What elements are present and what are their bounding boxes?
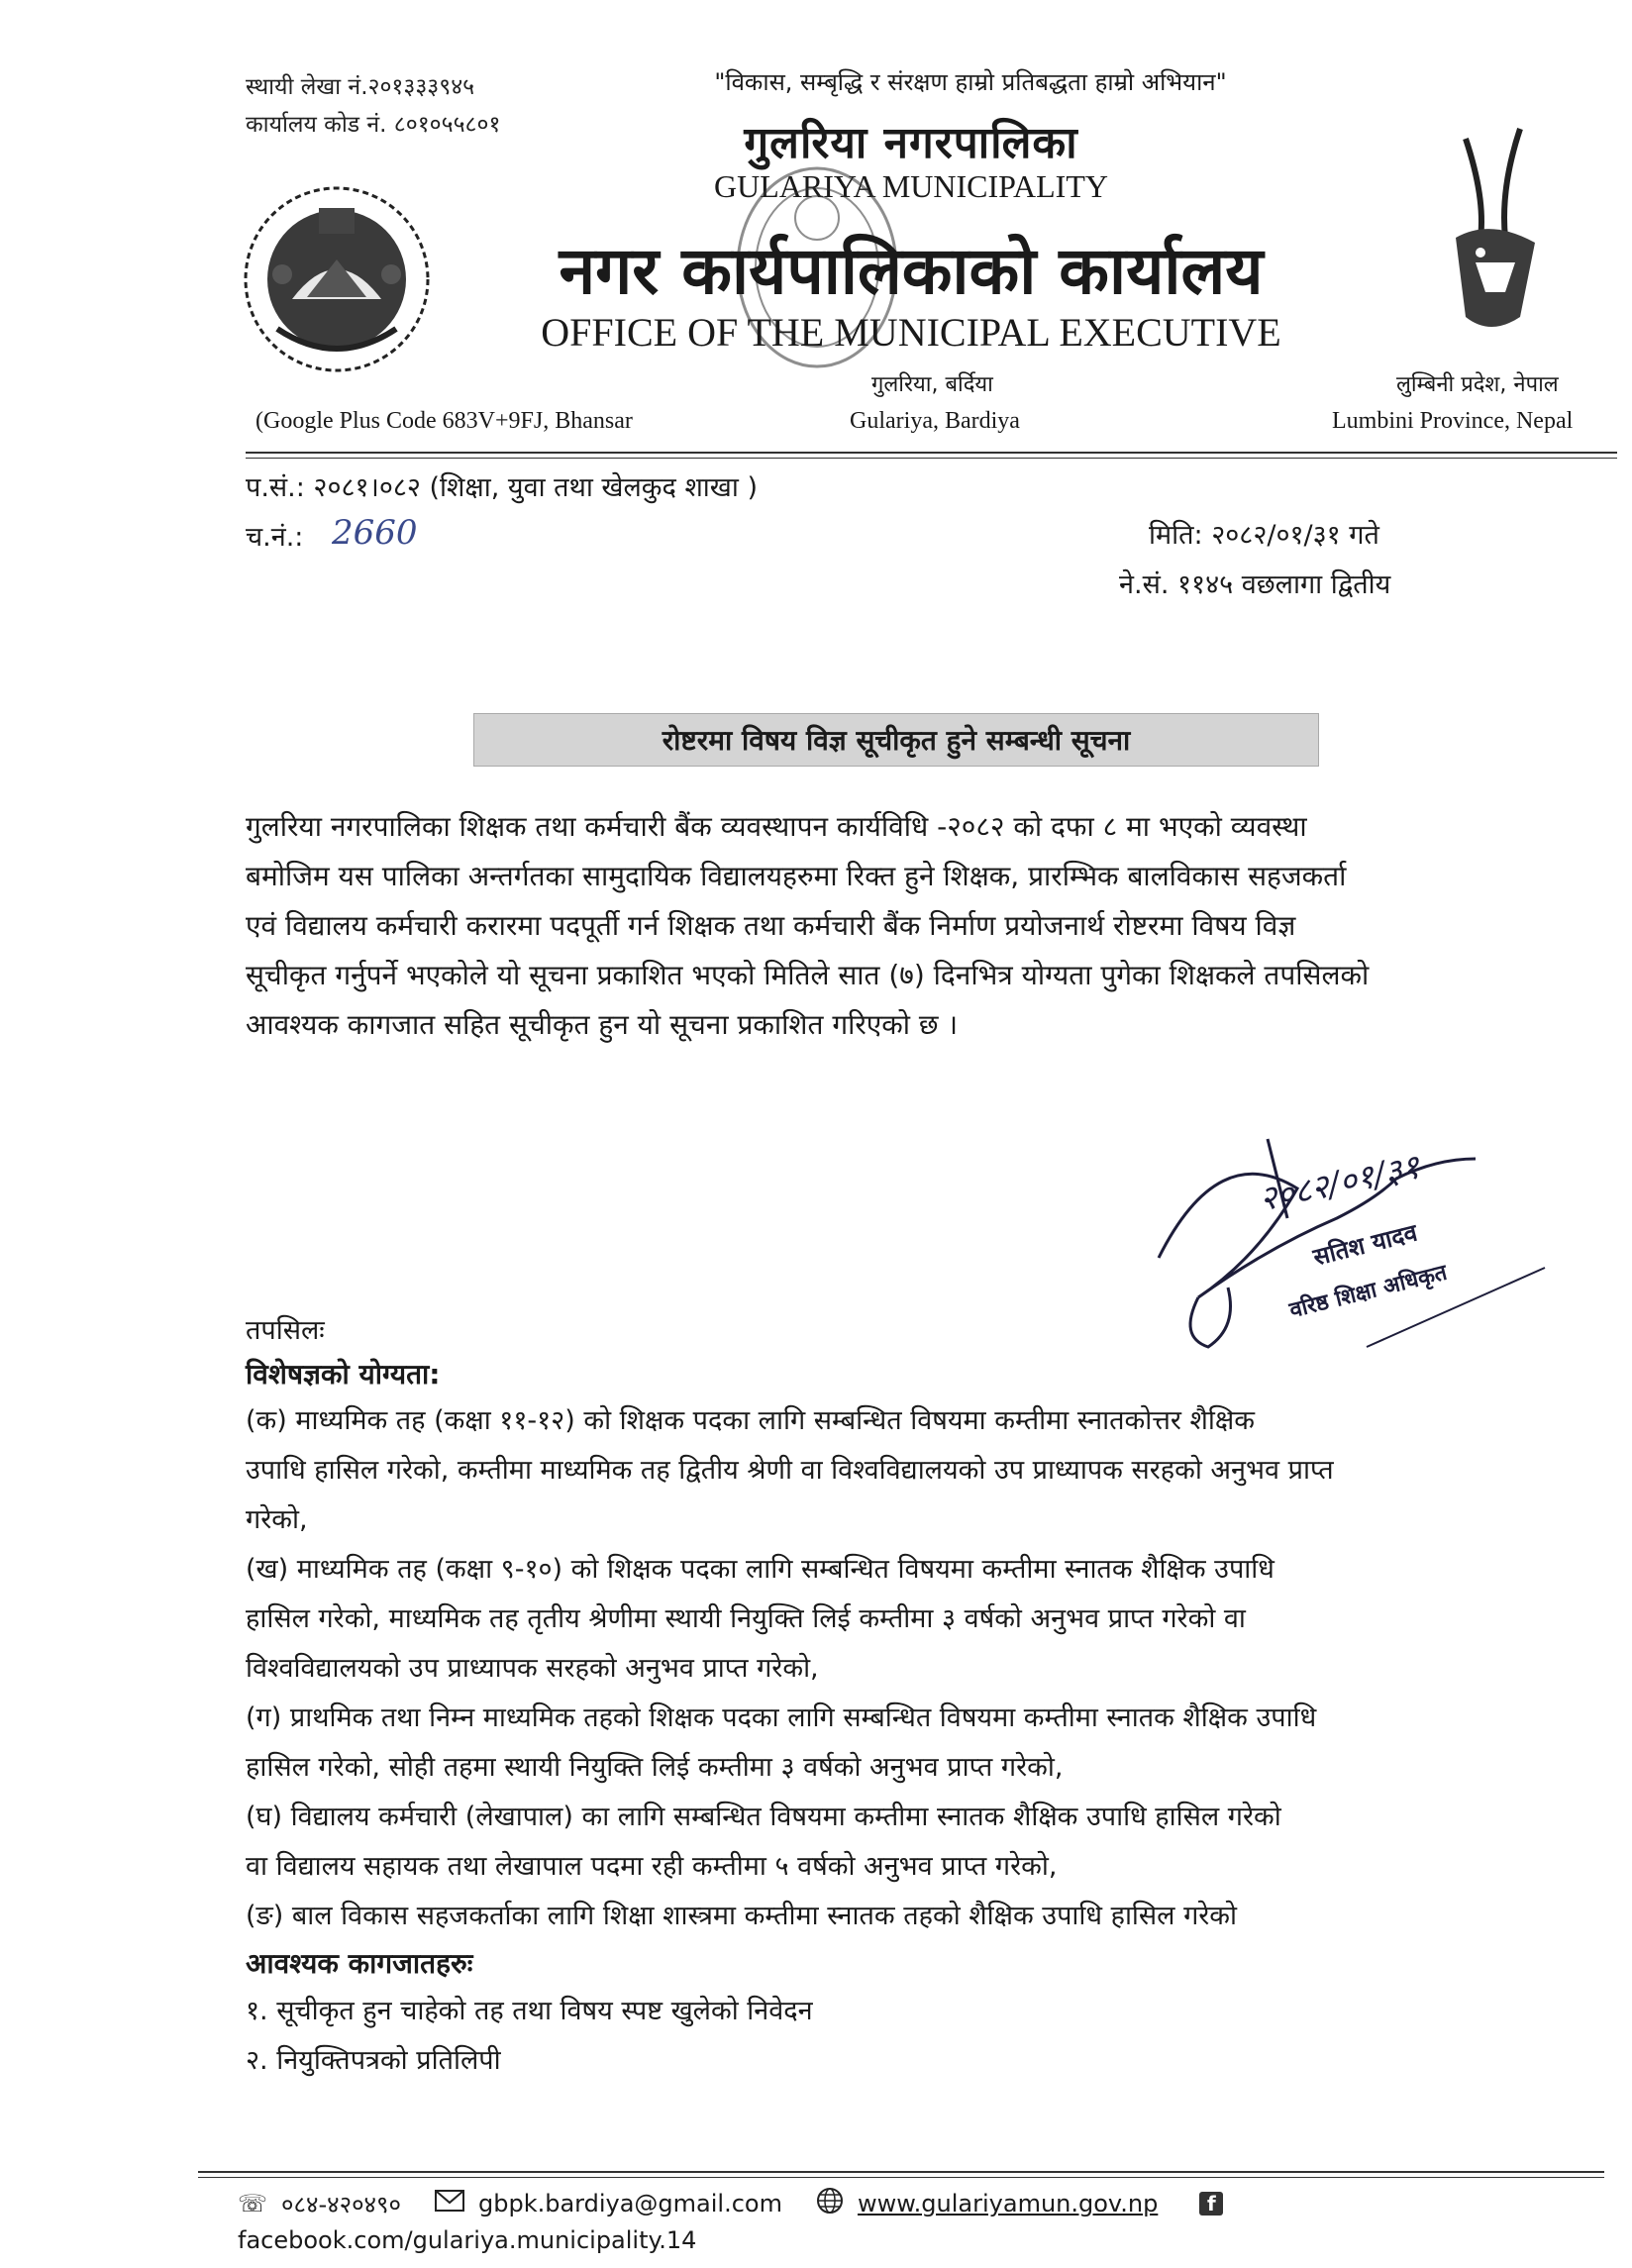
globe-icon (816, 2187, 844, 2220)
body-line: बमोजिम यस पालिका अन्तर्गतका सामुदायिक विद्यालयहरुमा रिक्त हुने शिक्षक, प्रारम्भिक बालविकास सहजकर्ता (246, 860, 1347, 892)
issue-date: मिति: २०८२/०१/३१ गते (1149, 520, 1379, 551)
footer-divider-2 (198, 2177, 1604, 2178)
qualification-line: (क) माध्यमिक तह (कक्षा ११-१२) को शिक्षक पदका लागि सम्बन्धित विषयमा कम्तीमा स्नातकोत्तर शैक्षिक (246, 1405, 1255, 1436)
registration-number: स्थायी लेखा नं.२०१३३३९४५ (246, 74, 475, 100)
qualification-line: हासिल गरेको, माध्यमिक तह तृतीय श्रेणीमा स्थायी नियुक्ति लिई कम्तीमा ३ वर्षको अनुभव प्राप्त गरेको वा (246, 1603, 1246, 1634)
body-line: आवश्यक कागजात सहित सूचीकृत हुन यो सूचना प्रकाशित गरिएको छ । (246, 1008, 959, 1041)
qualification-line: वा विद्यालय सहायक तथा लेखापाल पदमा रही कम्तीमा ५ वर्षको अनुभव प्राप्त गरेको, (246, 1851, 1058, 1882)
footer-contacts (238, 2187, 1223, 2220)
reference-number: प.सं.: २०८१।०८२ (शिक्षा, युवा तथा खेलकुद शाखा ) (246, 472, 758, 503)
email-icon (435, 2190, 464, 2217)
plus-code: (Google Plus Code 683V+9FJ, Bhansar (255, 408, 633, 434)
signature-date-scrawl: २०८२/०१/३१ (1256, 1147, 1424, 1220)
address-en: Gulariya, Bardiya (850, 408, 1020, 434)
document-item: २. नियुक्तिपत्रको प्रतिलिपी (246, 2045, 501, 2076)
header-divider (246, 452, 1617, 454)
qualification-line: (ख) माध्यमिक तह (कक्षा ९-१०) को शिक्षक पदका लागि सम्बन्धित विषयमा कम्तीमा स्नातक शैक्षिक उपाधि (246, 1554, 1275, 1585)
notice-subject: रोष्टरमा विषय विज्ञ सूचीकृत हुने सम्बन्धी सूचना (473, 713, 1319, 767)
documents-heading: आवश्यक कागजातहरुः (246, 1947, 473, 1980)
schedule-section (246, 1309, 1543, 2086)
facebook-icon[interactable]: f (1199, 2192, 1223, 2216)
body-line: गुलरिया नगरपालिका शिक्षक तथा कर्मचारी बैंक व्यवस्थापन कार्यविधि -२०८२ को दफा ८ मा भएको व्यवस्था (246, 810, 1307, 843)
dispatch-number-handwritten: 2660 (332, 513, 418, 553)
qualification-line: गरेको, (246, 1504, 308, 1535)
nepal-emblem-logo (238, 180, 436, 378)
footer-facebook[interactable]: facebook.com/gulariya.municipality.14 (238, 2226, 697, 2254)
office-name-np: नगर कार्यपालिकाको कार्यालय (559, 233, 1264, 309)
municipality-name-en: GULARIYA MUNICIPALITY (714, 168, 1108, 204)
header-divider-2 (246, 458, 1617, 459)
footer-website[interactable]: www.gulariyamun.gov.np (857, 2190, 1159, 2217)
phone-icon: ☏ (238, 2190, 268, 2217)
qualification-line: उपाधि हासिल गरेको, कम्तीमा माध्यमिक तह द्वितीय श्रेणी वा विश्वविद्यालयको उप प्राध्यापक सरहको अनुभव प्राप्त (246, 1455, 1334, 1486)
signatory-name: सतिश यादव (1310, 1218, 1420, 1272)
notice-body (246, 802, 1543, 1050)
municipality-name-np: गुलरिया नगरपालिका (744, 118, 1078, 168)
address-np: गुलरिया, बर्दिया (871, 372, 993, 397)
footer-email[interactable]: gbpk.bardiya@gmail.com (478, 2190, 782, 2217)
qualification-line: (ङ) बाल विकास सहजकर्ताका लागि शिक्षा शास्त्रमा कम्तीमा स्नातक तहको शैक्षिक उपाधि हासिल गरेको (246, 1901, 1238, 1931)
qualification-line: (घ) विद्यालय कर्मचारी (लेखापाल) का लागि सम्बन्धित विषयमा कम्तीमा स्नातक शैक्षिक उपाधि हासिल गरेको (246, 1802, 1281, 1832)
office-name-en: OFFICE OF THE MUNICIPAL EXECUTIVE (541, 310, 1281, 355)
body-line: सूचीकृत गर्नुपर्ने भएकोले यो सूचना प्रकाशित भएको मितिले सात (७) दिनभित्र योग्यता पुगेका शिक्षकले तपसिलको (246, 959, 1370, 991)
office-code: कार्यालय कोड नं. ८०१०५५८०१ (246, 112, 501, 138)
body-line: एवं विद्यालय कर्मचारी करारमा पदपूर्ती गर्न शिक्षक तथा कर्मचारी बैंक निर्माण प्रयोजनार्थ रोष्टरमा विषय विज्ञ (246, 909, 1296, 942)
province-en: Lumbini Province, Nepal (1332, 408, 1574, 434)
blackbuck-deer-logo (1426, 119, 1555, 357)
signatory-designation: वरिष्ठ शिक्षा अधिकृत (1286, 1260, 1450, 1324)
dispatch-label: च.नं.: (246, 522, 304, 553)
qualification-line: विश्वविद्यालयको उप प्राध्यापक सरहको अनुभव प्राप्त गरेको, (246, 1653, 819, 1684)
slogan: "विकास, सम्बृद्धि र संरक्षण हाम्रो प्रतिबद्धता हाम्रो अभियान" (714, 68, 1227, 96)
footer-phone: ०८४-४२०४९० (281, 2190, 401, 2218)
footer-divider (198, 2171, 1604, 2173)
qualification-line: (ग) प्राथमिक तथा निम्न माध्यमिक तहको शिक्षक पदका लागि सम्बन्धित विषयमा कम्तीमा स्नातक शैक्षिक उपाधि (246, 1702, 1317, 1733)
qualification-line: हासिल गरेको, सोही तहमा स्थायी नियुक्ति लिई कम्तीमा ३ वर्षको अनुभव प्राप्त गरेको, (246, 1752, 1064, 1783)
province-np: लुम्बिनी प्रदेश, नेपाल (1396, 372, 1559, 397)
schedule-label: तपसिलः (246, 1315, 325, 1346)
document-item: १. सूचीकृत हुन चाहेको तह तथा विषय स्पष्ट खुलेको निवेदन (246, 1996, 813, 2026)
qualification-heading: विशेषज्ञको योग्यता: (246, 1358, 441, 1391)
nepal-sambat-date: ने.सं. ११४५ वछलागा द्वितीय (1119, 569, 1391, 600)
